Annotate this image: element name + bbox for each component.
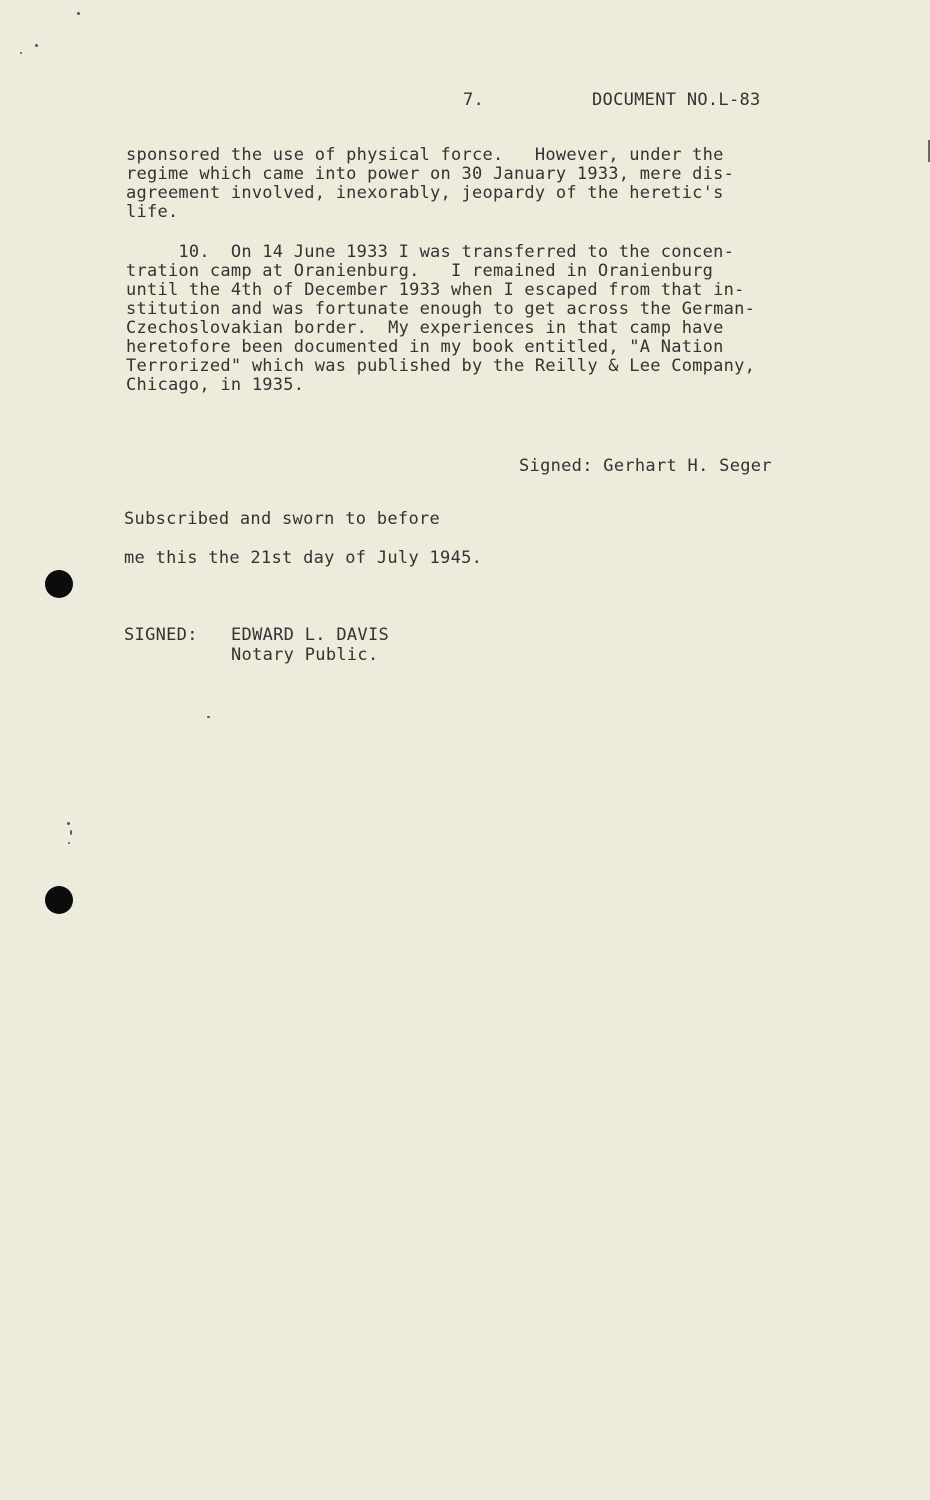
paper-speck xyxy=(35,44,38,47)
text-line: until the 4th of December 1933 when I escaped from that in- xyxy=(126,280,745,300)
text-line: agreement involved, inexorably, jeopardy of the heretic's xyxy=(126,183,724,203)
jurat-line-2: me this the 21st day of July 1945. xyxy=(124,548,483,568)
punch-hole xyxy=(45,886,73,914)
document-number: DOCUMENT NO.L-83 xyxy=(592,90,761,110)
text-line: sponsored the use of physical force. However, under the xyxy=(126,145,724,165)
text-line: life. xyxy=(126,202,179,222)
notary-signed-label: SIGNED: xyxy=(124,625,198,645)
notary-title: Notary Public. xyxy=(231,645,379,665)
text-line: tration camp at Oranienburg. I remained in Oranienburg xyxy=(126,261,714,281)
text-line: regime which came into power on 30 January 1933, mere dis- xyxy=(126,164,735,184)
page-number: 7. xyxy=(463,90,485,110)
notary-name: EDWARD L. DAVIS xyxy=(231,625,390,645)
text-line: Czechoslovakian border. My experiences in that camp have xyxy=(126,318,724,338)
jurat-line-1: Subscribed and sworn to before xyxy=(124,509,441,529)
punch-hole xyxy=(45,570,73,598)
text-line: stitution and was fortunate enough to get across the German- xyxy=(126,299,756,319)
paper-speck xyxy=(207,716,210,718)
text-line: 10. On 14 June 1933 I was transferred to the concen- xyxy=(126,242,735,262)
paper-speck xyxy=(77,12,80,15)
paper-speck xyxy=(70,830,72,835)
text-line: Terrorized" which was published by the Reilly & Lee Company, xyxy=(126,356,756,376)
text-line: Chicago, in 1935. xyxy=(126,375,305,395)
paper-speck xyxy=(68,842,70,844)
signature-line: Signed: Gerhart H. Seger xyxy=(519,456,772,476)
text-line: heretofore been documented in my book entitled, "A Nation xyxy=(126,337,724,357)
paragraph-10 xyxy=(126,243,826,395)
paper-speck xyxy=(20,52,22,54)
paper-speck xyxy=(67,822,70,825)
continued-paragraph xyxy=(126,146,826,222)
